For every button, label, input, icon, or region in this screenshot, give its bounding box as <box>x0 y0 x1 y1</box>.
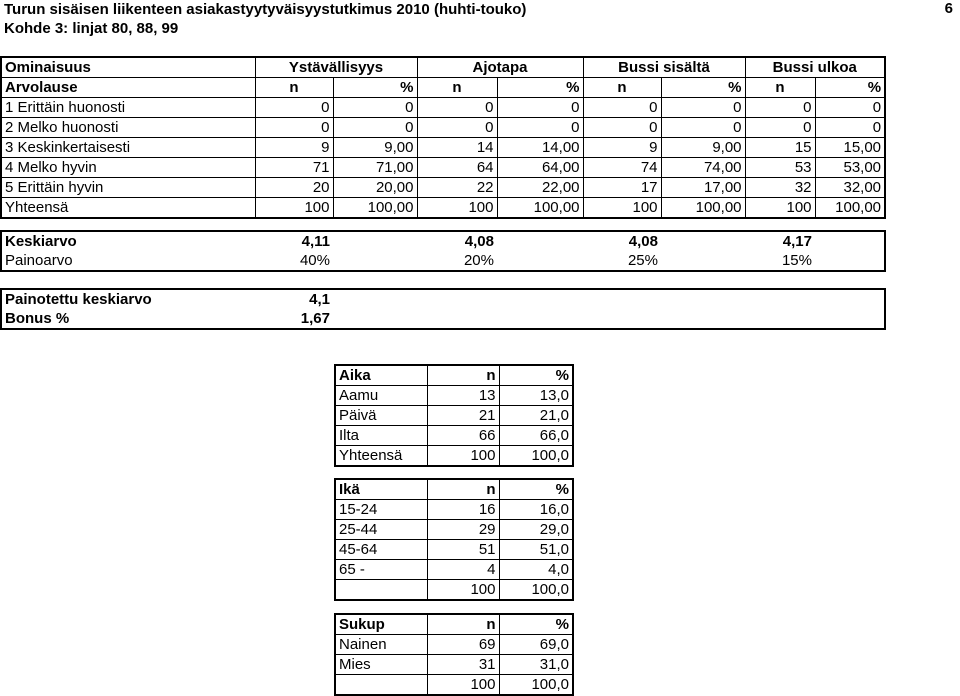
cell: 0 <box>417 98 497 118</box>
cell: 0 <box>583 118 661 138</box>
table-row <box>1 158 885 178</box>
header-ajotapa: Ajotapa <box>417 57 583 78</box>
cell: 100 <box>417 198 497 219</box>
cell: 15,00 <box>815 138 885 158</box>
cell: 0 <box>745 98 815 118</box>
table-row <box>335 386 573 406</box>
ika-table <box>334 478 574 601</box>
table-row <box>335 406 573 426</box>
table-row <box>1 178 885 198</box>
row-label: Aamu <box>335 386 427 406</box>
header-n: n <box>427 614 499 635</box>
header-percent: % <box>499 365 573 386</box>
cell: 0 <box>815 98 885 118</box>
keskiarvo-label: Keskiarvo <box>5 233 77 250</box>
row-label: 2 Melko huonosti <box>1 118 255 138</box>
painoarvo-label: Painoarvo <box>5 252 73 269</box>
cell: 74,00 <box>661 158 745 178</box>
cell: 14 <box>417 138 497 158</box>
cell: 100,00 <box>815 198 885 219</box>
header-row-columns <box>1 78 885 98</box>
cell: 13 <box>427 386 499 406</box>
cell: 69 <box>427 635 499 655</box>
cell: 31,0 <box>499 655 573 675</box>
cell: 100,00 <box>497 198 583 219</box>
table-row <box>335 635 573 655</box>
row-label: 5 Erittäin hyvin <box>1 178 255 198</box>
cell: 100,00 <box>661 198 745 219</box>
header-arvolause: Arvolause <box>1 78 255 98</box>
painoarvo-row <box>1 251 885 271</box>
sukup-header-row <box>335 614 573 635</box>
cell: 32,00 <box>815 178 885 198</box>
report-subtitle: Kohde 3: linjat 80, 88, 99 <box>4 20 179 37</box>
header-n: n <box>427 365 499 386</box>
report-title: Turun sisäisen liikenteen asiakastyytyväisyystutkimus 2010 (huhti-touko) <box>4 1 527 18</box>
cell: 4,0 <box>499 560 573 580</box>
averages-box <box>0 230 886 272</box>
cell: 20 <box>255 178 333 198</box>
weighted-average-box <box>0 288 886 330</box>
painoarvo-value: 15% <box>781 252 812 269</box>
cell: 0 <box>417 118 497 138</box>
aika-table <box>334 364 574 467</box>
header-percent: % <box>499 479 573 500</box>
cell: 15 <box>745 138 815 158</box>
cell: 100,0 <box>499 446 573 467</box>
cell: 66 <box>427 426 499 446</box>
cell: 0 <box>497 98 583 118</box>
header-n: n <box>427 479 499 500</box>
cell: 100 <box>745 198 815 219</box>
bonus-value: 1,67 <box>300 310 330 327</box>
cell: 29,0 <box>499 520 573 540</box>
header-percent: % <box>333 78 417 98</box>
keskiarvo-value: 4,08 <box>464 233 494 250</box>
cell: 0 <box>255 118 333 138</box>
header-aika: Aika <box>335 365 427 386</box>
keskiarvo-value: 4,11 <box>301 233 330 250</box>
cell: 14,00 <box>497 138 583 158</box>
cell: 64,00 <box>497 158 583 178</box>
painotettu-row <box>1 289 885 309</box>
cell: 20,00 <box>333 178 417 198</box>
cell: 31 <box>427 655 499 675</box>
cell: 71,00 <box>333 158 417 178</box>
row-label: 4 Melko hyvin <box>1 158 255 178</box>
cell: 9 <box>583 138 661 158</box>
bonus-row <box>1 309 885 329</box>
cell: 0 <box>333 118 417 138</box>
row-label: 25-44 <box>335 520 427 540</box>
cell: 0 <box>661 98 745 118</box>
cell: 17,00 <box>661 178 745 198</box>
row-label: 3 Keskinkertaisesti <box>1 138 255 158</box>
table-row <box>335 500 573 520</box>
cell: 64 <box>417 158 497 178</box>
cell: 21,0 <box>499 406 573 426</box>
cell: 0 <box>333 98 417 118</box>
header-percent: % <box>815 78 885 98</box>
row-label <box>335 580 427 601</box>
cell: 71 <box>255 158 333 178</box>
cell: 0 <box>497 118 583 138</box>
table-row <box>335 426 573 446</box>
cell: 100 <box>427 675 499 696</box>
cell: 29 <box>427 520 499 540</box>
cell: 51 <box>427 540 499 560</box>
table-row-total <box>1 198 885 219</box>
header-percent: % <box>499 614 573 635</box>
cell: 100,0 <box>499 675 573 696</box>
cell: 17 <box>583 178 661 198</box>
header-n: n <box>583 78 661 98</box>
table-row <box>1 118 885 138</box>
cell: 16,0 <box>499 500 573 520</box>
painotettu-label: Painotettu keskiarvo <box>5 291 152 308</box>
cell: 9,00 <box>333 138 417 158</box>
painoarvo-value: 25% <box>627 252 658 269</box>
cell: 100 <box>255 198 333 219</box>
cell: 16 <box>427 500 499 520</box>
cell: 100 <box>427 446 499 467</box>
painotettu-value: 4,1 <box>309 291 330 308</box>
row-label: Ilta <box>335 426 427 446</box>
row-label: 15-24 <box>335 500 427 520</box>
cell: 32 <box>745 178 815 198</box>
table-row <box>335 520 573 540</box>
cell: 66,0 <box>499 426 573 446</box>
cell: 9,00 <box>661 138 745 158</box>
header-percent: % <box>497 78 583 98</box>
bonus-label: Bonus % <box>5 310 70 327</box>
cell: 53,00 <box>815 158 885 178</box>
cell: 0 <box>661 118 745 138</box>
cell: 100,0 <box>499 580 573 601</box>
row-label: Yhteensä <box>1 198 255 219</box>
aika-header-row <box>335 365 573 386</box>
ika-header-row <box>335 479 573 500</box>
keskiarvo-value: 4,08 <box>628 233 658 250</box>
cell: 21 <box>427 406 499 426</box>
cell: 0 <box>745 118 815 138</box>
header-row-attributes <box>1 57 885 78</box>
cell: 69,0 <box>499 635 573 655</box>
row-label: 1 Erittäin huonosti <box>1 98 255 118</box>
cell: 0 <box>255 98 333 118</box>
table-row <box>335 540 573 560</box>
header-ystavallisyys: Ystävällisyys <box>255 57 417 78</box>
row-label: Päivä <box>335 406 427 426</box>
keskiarvo-value: 4,17 <box>782 233 812 250</box>
table-row-total <box>335 446 573 467</box>
header-n: n <box>417 78 497 98</box>
page-number: 6 <box>944 0 953 17</box>
row-label: Mies <box>335 655 427 675</box>
header-n: n <box>745 78 815 98</box>
row-label: Nainen <box>335 635 427 655</box>
row-label: 65 - <box>335 560 427 580</box>
sukup-table <box>334 613 574 696</box>
header-percent: % <box>661 78 745 98</box>
cell: 9 <box>255 138 333 158</box>
cell: 4 <box>427 560 499 580</box>
table-row <box>1 98 885 118</box>
header-ika: Ikä <box>335 479 427 500</box>
cell: 22 <box>417 178 497 198</box>
header-sukup: Sukup <box>335 614 427 635</box>
cell: 53 <box>745 158 815 178</box>
cell: 74 <box>583 158 661 178</box>
row-label: Yhteensä <box>335 446 427 467</box>
painoarvo-value: 20% <box>463 252 494 269</box>
cell: 100 <box>427 580 499 601</box>
cell: 13,0 <box>499 386 573 406</box>
painoarvo-value: 40% <box>299 252 330 269</box>
header-n: n <box>255 78 333 98</box>
cell: 0 <box>815 118 885 138</box>
header-bussi-ulkoa: Bussi ulkoa <box>745 57 885 78</box>
keskiarvo-row <box>1 231 885 251</box>
cell: 22,00 <box>497 178 583 198</box>
cell: 100,00 <box>333 198 417 219</box>
table-row-total <box>335 580 573 601</box>
header-bussi-sisalta: Bussi sisältä <box>583 57 745 78</box>
cell: 100 <box>583 198 661 219</box>
cell: 51,0 <box>499 540 573 560</box>
header-ominaisuus: Ominaisuus <box>1 57 255 78</box>
table-row <box>335 560 573 580</box>
table-row <box>1 138 885 158</box>
row-label: 45-64 <box>335 540 427 560</box>
results-table <box>0 56 886 219</box>
table-row <box>335 655 573 675</box>
cell: 0 <box>583 98 661 118</box>
